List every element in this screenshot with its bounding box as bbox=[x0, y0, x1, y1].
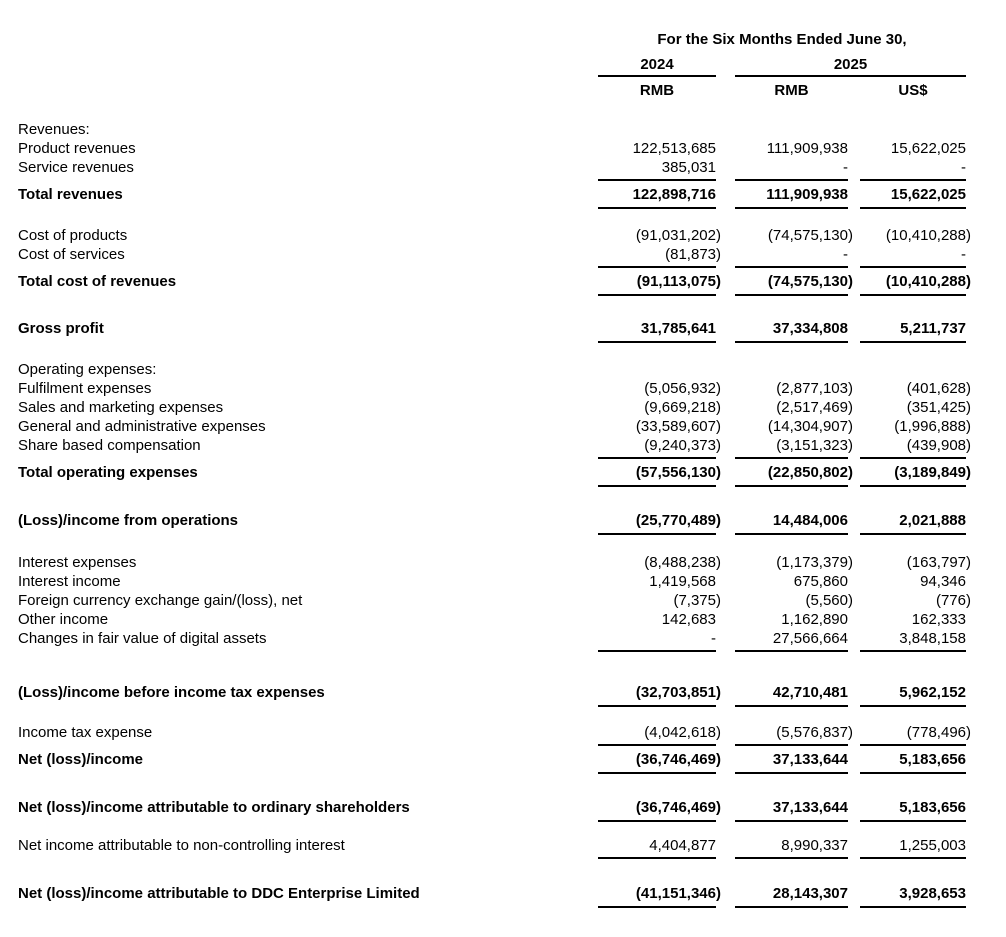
value-cell: 111,909,938 bbox=[735, 181, 848, 209]
statement-row bbox=[0, 315, 1006, 343]
hanging-paren: ) bbox=[966, 554, 971, 571]
hanging-paren: ) bbox=[716, 399, 721, 416]
year-row bbox=[598, 55, 966, 77]
hanging-paren: ) bbox=[848, 724, 853, 741]
value-cell: 111,909,938 bbox=[766, 140, 848, 157]
row-label: Cost of products bbox=[18, 227, 128, 244]
hanging-paren: ) bbox=[716, 246, 721, 263]
row-label: Foreign currency exchange gain/(loss), net bbox=[18, 592, 303, 609]
statement-row bbox=[0, 139, 1006, 158]
row-label: Net (loss)/income attributable to DDC Enterprise Limited bbox=[18, 885, 420, 902]
value-cell: 42,710,481 bbox=[735, 679, 848, 707]
section-spacer bbox=[0, 859, 1006, 880]
hanging-paren: ) bbox=[848, 464, 853, 481]
value-cell: (5,576,837) bbox=[735, 723, 848, 746]
value-cell: 5,183,656 bbox=[860, 794, 966, 822]
value-cell: - bbox=[598, 629, 716, 652]
hanging-paren: ) bbox=[716, 554, 721, 571]
hanging-paren: ) bbox=[966, 724, 971, 741]
row-label: Other income bbox=[18, 611, 109, 628]
statement-row bbox=[0, 120, 1006, 139]
value-cell: 5,211,737 bbox=[860, 315, 966, 343]
year-2024-label: 2024 bbox=[598, 55, 716, 77]
value-cell: (36,746,469) bbox=[598, 746, 716, 774]
hanging-paren: ) bbox=[716, 512, 721, 529]
value-cell: 5,962,152 bbox=[860, 679, 966, 707]
currency-col-2024-rmb: RMB bbox=[639, 82, 675, 99]
row-label: Total revenues bbox=[18, 186, 123, 203]
statement-row bbox=[0, 268, 1006, 296]
hanging-paren: ) bbox=[848, 399, 853, 416]
value-cell: 2,021,888 bbox=[860, 507, 966, 535]
currency-col-2025-rmb: RMB bbox=[774, 82, 809, 99]
row-label: Cost of services bbox=[18, 246, 125, 263]
value-cell: (5,056,932) bbox=[644, 380, 721, 397]
row-label: Income tax expense bbox=[18, 724, 153, 741]
header-columns-area bbox=[598, 30, 966, 100]
value-cell: 122,513,685 bbox=[632, 140, 716, 157]
value-cell: 122,898,716 bbox=[598, 181, 716, 209]
statement-rows bbox=[0, 120, 1006, 908]
hanging-paren: ) bbox=[716, 437, 721, 454]
value-cell: 37,133,644 bbox=[735, 746, 848, 774]
hanging-paren: ) bbox=[716, 799, 721, 816]
hanging-paren: ) bbox=[716, 227, 721, 244]
hanging-paren: ) bbox=[966, 418, 971, 435]
statement-row bbox=[0, 459, 1006, 487]
row-label: Sales and marketing expenses bbox=[18, 399, 224, 416]
value-cell: (32,703,851) bbox=[598, 679, 716, 707]
value-cell: 675,860 bbox=[793, 573, 848, 590]
row-label: Total cost of revenues bbox=[18, 273, 177, 290]
row-label: General and administrative expenses bbox=[18, 418, 266, 435]
value-cell: (74,575,130) bbox=[735, 268, 848, 296]
value-cell: 15,622,025 bbox=[890, 140, 966, 157]
value-cell: (3,189,849) bbox=[860, 459, 966, 487]
hanging-paren: ) bbox=[966, 380, 971, 397]
value-cell: - bbox=[735, 158, 848, 181]
row-label: Net (loss)/income attributable to ordinary shareholders bbox=[18, 799, 410, 816]
statement-row bbox=[0, 679, 1006, 707]
section-spacer bbox=[0, 822, 1006, 836]
value-cell: 1,255,003 bbox=[860, 836, 966, 859]
hanging-paren: ) bbox=[848, 437, 853, 454]
table-header bbox=[0, 0, 1006, 100]
value-cell: 5,183,656 bbox=[860, 746, 966, 774]
hanging-paren: ) bbox=[716, 684, 721, 701]
statement-row bbox=[0, 572, 1006, 591]
statement-row bbox=[0, 836, 1006, 859]
statement-row bbox=[0, 379, 1006, 398]
hanging-paren: ) bbox=[716, 592, 721, 609]
hanging-paren: ) bbox=[716, 885, 721, 902]
statement-row bbox=[0, 360, 1006, 379]
row-label: Net income attributable to non-controlling interest bbox=[18, 837, 345, 854]
value-cell: 28,143,307 bbox=[735, 880, 848, 908]
hanging-paren: ) bbox=[716, 464, 721, 481]
hanging-paren: ) bbox=[966, 273, 971, 290]
statement-row bbox=[0, 245, 1006, 268]
value-cell: 31,785,641 bbox=[598, 315, 716, 343]
value-cell: (1,996,888) bbox=[894, 418, 971, 435]
value-cell: (91,113,075) bbox=[598, 268, 716, 296]
value-cell: 162,333 bbox=[911, 611, 966, 628]
section-spacer bbox=[0, 343, 1006, 360]
value-cell: (14,304,907) bbox=[767, 418, 853, 435]
value-cell: - bbox=[735, 245, 848, 268]
hanging-paren: ) bbox=[848, 418, 853, 435]
value-cell: 1,162,890 bbox=[781, 611, 848, 628]
value-cell: 1,419,568 bbox=[649, 573, 716, 590]
value-cell: (33,589,607) bbox=[635, 418, 721, 435]
value-cell: (439,908) bbox=[860, 436, 966, 459]
value-cell: (8,488,238) bbox=[644, 554, 721, 571]
hanging-paren: ) bbox=[716, 273, 721, 290]
row-label: Fulfilment expenses bbox=[18, 380, 152, 397]
value-cell: 3,848,158 bbox=[860, 629, 966, 652]
row-label: Share based compensation bbox=[18, 437, 201, 454]
statement-row bbox=[0, 553, 1006, 572]
row-label: Net (loss)/income bbox=[18, 751, 144, 768]
section-spacer bbox=[0, 535, 1006, 553]
statement-row bbox=[0, 436, 1006, 459]
hanging-paren: ) bbox=[716, 751, 721, 768]
value-cell: (9,669,218) bbox=[644, 399, 721, 416]
statement-row bbox=[0, 417, 1006, 436]
row-label: (Loss)/income before income tax expenses bbox=[18, 684, 325, 701]
period-title: For the Six Months Ended June 30, bbox=[657, 31, 907, 48]
section-spacer bbox=[0, 652, 1006, 679]
row-label: Interest expenses bbox=[18, 554, 137, 571]
statement-row bbox=[0, 181, 1006, 209]
value-cell: (401,628) bbox=[906, 380, 971, 397]
currency-row bbox=[598, 81, 966, 100]
value-cell: (81,873) bbox=[598, 245, 716, 268]
value-cell: 4,404,877 bbox=[598, 836, 716, 859]
value-cell: 37,133,644 bbox=[735, 794, 848, 822]
value-cell: (2,877,103) bbox=[776, 380, 853, 397]
value-cell: 14,484,006 bbox=[735, 507, 848, 535]
statement-row bbox=[0, 507, 1006, 535]
year-2025-label: 2025 bbox=[735, 55, 966, 77]
value-cell: (36,746,469) bbox=[598, 794, 716, 822]
value-cell: (9,240,373) bbox=[598, 436, 716, 459]
value-cell: (74,575,130) bbox=[767, 227, 853, 244]
value-cell: 94,346 bbox=[920, 573, 966, 590]
statement-row bbox=[0, 746, 1006, 774]
hanging-paren: ) bbox=[848, 554, 853, 571]
value-cell: - bbox=[860, 158, 966, 181]
value-cell: (7,375) bbox=[673, 592, 721, 609]
statement-row bbox=[0, 591, 1006, 610]
statement-row bbox=[0, 158, 1006, 181]
hanging-paren: ) bbox=[966, 464, 971, 481]
row-label: (Loss)/income from operations bbox=[18, 512, 239, 529]
row-label: Interest income bbox=[18, 573, 121, 590]
statement-row bbox=[0, 794, 1006, 822]
statement-row bbox=[0, 723, 1006, 746]
section-spacer bbox=[0, 296, 1006, 315]
section-spacer bbox=[0, 487, 1006, 507]
value-cell: (3,151,323) bbox=[735, 436, 848, 459]
row-label: Gross profit bbox=[18, 320, 104, 337]
value-cell: 142,683 bbox=[661, 611, 716, 628]
section-spacer bbox=[0, 774, 1006, 794]
statement-row bbox=[0, 398, 1006, 417]
value-cell: (10,410,288) bbox=[885, 227, 971, 244]
value-cell: 8,990,337 bbox=[735, 836, 848, 859]
value-cell: 37,334,808 bbox=[735, 315, 848, 343]
hanging-paren: ) bbox=[966, 227, 971, 244]
value-cell: 385,031 bbox=[598, 158, 716, 181]
value-cell: 27,566,664 bbox=[735, 629, 848, 652]
row-label: Product revenues bbox=[18, 140, 136, 157]
value-cell: 15,622,025 bbox=[860, 181, 966, 209]
value-cell: (25,770,489) bbox=[598, 507, 716, 535]
hanging-paren: ) bbox=[848, 273, 853, 290]
value-cell: (778,496) bbox=[860, 723, 966, 746]
value-cell: (41,151,346) bbox=[598, 880, 716, 908]
section-spacer bbox=[0, 209, 1006, 226]
value-cell: (163,797) bbox=[906, 554, 971, 571]
value-cell: (2,517,469) bbox=[776, 399, 853, 416]
statement-row bbox=[0, 226, 1006, 245]
row-label: Operating expenses: bbox=[18, 361, 157, 378]
row-label: Revenues: bbox=[18, 121, 90, 138]
hanging-paren: ) bbox=[966, 399, 971, 416]
section-spacer bbox=[0, 707, 1006, 723]
value-cell: (351,425) bbox=[906, 399, 971, 416]
statement-row bbox=[0, 880, 1006, 908]
value-cell: (1,173,379) bbox=[776, 554, 853, 571]
value-cell: (91,031,202) bbox=[635, 227, 721, 244]
hanging-paren: ) bbox=[848, 592, 853, 609]
value-cell: (5,560) bbox=[805, 592, 853, 609]
row-label: Service revenues bbox=[18, 159, 134, 176]
value-cell: (10,410,288) bbox=[860, 268, 966, 296]
value-cell: 3,928,653 bbox=[860, 880, 966, 908]
hanging-paren: ) bbox=[716, 724, 721, 741]
value-cell: (57,556,130) bbox=[598, 459, 716, 487]
value-cell: (22,850,802) bbox=[735, 459, 848, 487]
currency-col-2025-usd: US$ bbox=[898, 82, 928, 99]
row-label: Changes in fair value of digital assets bbox=[18, 630, 267, 647]
hanging-paren: ) bbox=[716, 418, 721, 435]
hanging-paren: ) bbox=[966, 437, 971, 454]
row-label: Total operating expenses bbox=[18, 464, 198, 481]
value-cell: (776) bbox=[935, 592, 971, 609]
hanging-paren: ) bbox=[716, 380, 721, 397]
value-cell: (4,042,618) bbox=[598, 723, 716, 746]
statement-row bbox=[0, 629, 1006, 652]
hanging-paren: ) bbox=[966, 592, 971, 609]
statement-row bbox=[0, 610, 1006, 629]
hanging-paren: ) bbox=[848, 227, 853, 244]
value-cell: - bbox=[860, 245, 966, 268]
hanging-paren: ) bbox=[848, 380, 853, 397]
